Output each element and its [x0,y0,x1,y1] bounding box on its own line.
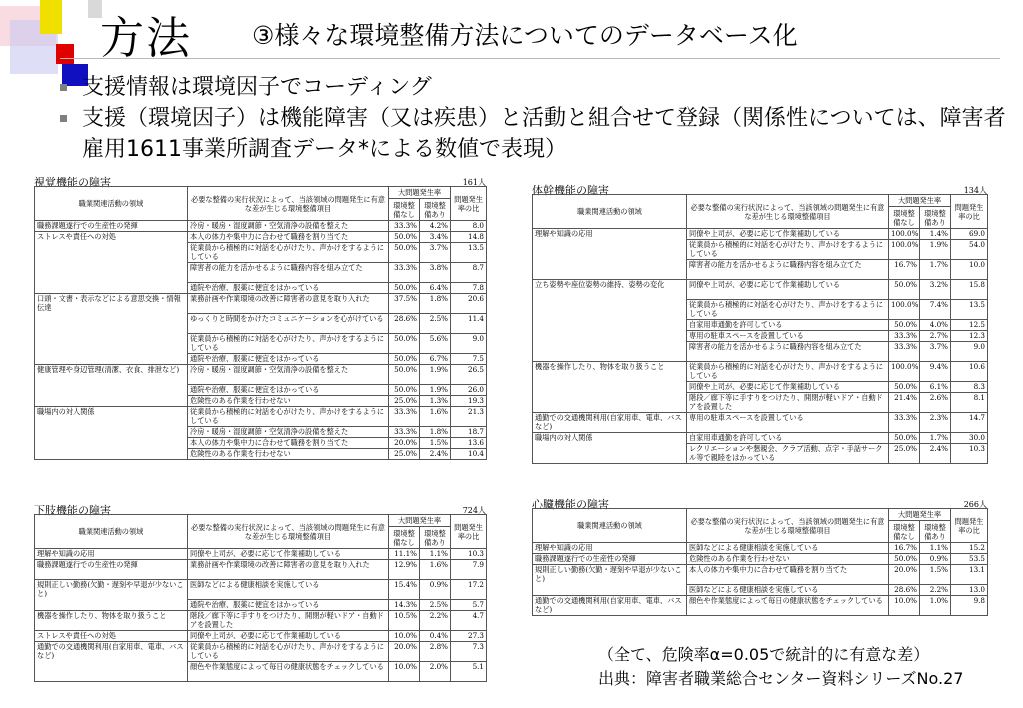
cell-rate-with: 1.5% [420,438,451,449]
data-table [532,508,988,616]
cell-ratio: 13.0 [951,585,988,596]
cell-activity: 理解や知識の応用 [533,543,687,554]
cell-ratio: 12.5 [951,320,988,331]
bullet-text: 支援（環境因子）は機能障害（又は疾患）と活動と組合せて登録（関係性については、障害者雇用1611事業所調査データ*による数値で表現） [82,106,1006,162]
table-respondent-count: 724人 [462,506,486,515]
cell-rate-without: 20.0% [389,642,420,662]
cell-rate-with: 2.4% [420,449,451,460]
cell-rate-without: 50.0% [889,433,920,444]
cell-item: 従業員から積極的に対話を心がけたり、声かけをするようにしている [687,240,889,260]
cell-ratio: 13.5 [951,300,988,320]
cell-rate-with: 1.4% [920,229,951,240]
cell-rate-without: 33.3% [889,413,920,433]
cell-ratio: 30.0 [951,433,988,444]
header-ratio: 問題発生率の比 [951,195,988,229]
cell-rate-without: 20.0% [889,565,920,585]
cell-rate-without: 50.0% [889,382,920,393]
cell-item: ゆっくりと時間をかけたコミュニケーションを心がけている [188,314,389,334]
cell-rate-with: 9.4% [920,362,951,382]
bullet-square-icon [60,115,67,122]
cell-rate-with: 1.6% [420,407,451,427]
cell-ratio: 14.7 [951,413,988,433]
cell-rate-with: 1.5% [920,565,951,585]
cell-rate-with: 1.7% [920,433,951,444]
cell-rate-without: 50.0% [889,320,920,331]
table-row [35,294,487,314]
cell-activity: 職場内の対人関係 [533,433,687,464]
cell-item: 階段／廊下等に手すりをつけたり、開閉が軽いドア・自動ドアを設置した [687,393,889,413]
bullet-item [58,103,1008,165]
cell-rate-with: 0.4% [420,631,451,642]
table-row [35,631,487,642]
cell-item: 同僚や上司が、必要に応じて作業補助している [188,549,389,560]
cell-rate-without: 33.3% [389,221,420,232]
cell-activity: 職務課題遂行での生産性の発揮 [35,221,188,232]
header-without: 環境整備なし [889,521,920,543]
cell-ratio: 13.5 [451,243,487,263]
cell-rate-with: 1.1% [420,549,451,560]
cell-ratio: 8.3 [951,382,988,393]
table-row [533,596,988,616]
cell-activity: 立ち姿勢や座位姿勢の維持、姿勢の変化 [533,280,687,362]
table-row [35,642,487,662]
cell-activity: 理解や知識の応用 [35,549,188,560]
cell-item: 危険性のある作業を行わせない [687,554,889,565]
cell-item: 従業員から積極的に対話を心がけたり、声かけをするようにしている [188,407,389,427]
cell-item: 従業員から積極的に対話を心がけたり、声かけをするようにしている [687,300,889,320]
cell-ratio: 7.5 [451,354,487,365]
table-row [533,362,988,382]
cell-rate-with: 4.2% [420,221,451,232]
table-row [35,221,487,232]
cell-item: 通院や治療、服薬に便宜をはかっている [188,385,389,396]
cell-ratio: 69.0 [951,229,988,240]
cell-item: 通院や治療、服薬に便宜をはかっている [188,354,389,365]
cell-rate-with: 4.0% [920,320,951,331]
cell-item: 従業員から積極的に対話を心がけたり、声かけをするようにしている [188,334,389,354]
cell-rate-without: 50.0% [389,365,420,385]
cell-ratio: 26.0 [451,385,487,396]
source-note: 出典：障害者職業総合センター資料シリーズNo.27 [598,669,964,688]
cell-rate-without: 10.0% [389,631,420,642]
cell-ratio: 9.0 [451,334,487,354]
cell-item: 医師などによる健康相談を実施している [687,543,889,554]
cell-activity: 通勤での交通機関利用(自家用車、電車、バスなど) [35,642,188,682]
cell-item: 自家用車通勤を許可している [687,433,889,444]
cell-item: 従業員から積極的に対話を心がけたり、声かけをするようにしている [687,362,889,382]
cell-item: 階段／廊下等に手すりをつけたり、開閉が軽いドア・自動ドアを設置した [188,611,389,631]
header-activity: 職業関連活動の領域 [35,515,188,549]
header-with: 環境整備あり [420,199,451,221]
cell-activity: 職場内の対人関係 [35,407,188,460]
cell-ratio: 14.8 [451,232,487,243]
table-row [35,365,487,385]
cell-item: 障害者の能力を活かせるように職務内容を組み立てた [687,342,889,362]
cell-activity: 規則正しい勤務(欠勤・遅刻や早退が少ないこと) [35,580,188,611]
cell-item: 顔色や作業態度によって毎日の健康状態をチェックしている [687,596,889,616]
cell-activity: 口頭・文書・表示などによる意思交換・情報伝達 [35,294,188,365]
table-row [35,232,487,243]
table-row [35,580,487,600]
cell-activity: 機器を操作したり、物体を取り扱うこと [533,362,687,413]
cell-ratio: 8.1 [951,393,988,413]
table-caption: 下肢機能の障害 [34,504,111,517]
cell-item: 本人の体力や集中力に合わせて職務を割り当てた [188,438,389,449]
cell-rate-with: 0.9% [920,554,951,565]
cell-ratio: 9.8 [951,596,988,616]
cell-rate-without: 10.0% [889,596,920,616]
cell-item: 障害者の能力を活かせるように職務内容を組み立てた [687,260,889,280]
cell-rate-without: 25.0% [889,444,920,464]
table-row [35,611,487,631]
cell-rate-without: 25.0% [389,396,420,407]
cell-rate-without: 12.9% [389,560,420,580]
header-item: 必要な整備の実行状況によって、当該領域の問題発生に有意な差が生じる環境整備項目 [188,187,389,221]
cell-item: レクリエーションや懇親会、クラブ活動、点字・手話サークル等で親睦をはかっている [687,444,889,464]
header-rate: 大問題発生率 [389,515,451,527]
cell-rate-without: 33.3% [389,263,420,283]
cell-ratio: 10.6 [951,362,988,382]
cell-activity: 職務課題遂行での生産性の発揮 [35,560,188,580]
cell-ratio: 54.0 [951,240,988,260]
cell-rate-without: 37.5% [389,294,420,314]
bullet-square-icon [60,84,67,91]
cell-rate-without: 16.7% [889,260,920,280]
cell-activity: 通勤での交通機関利用(自家用車、電車、バスなど) [533,413,687,433]
table-respondent-count: 134人 [963,186,987,195]
header-ratio: 問題発生率の比 [451,187,487,221]
cell-rate-with: 6.1% [920,382,951,393]
cell-rate-without: 50.0% [389,232,420,243]
cell-item: 医師などによる健康相談を実施している [687,585,889,596]
cell-ratio: 10.4 [451,449,487,460]
header-without: 環境整備なし [389,527,420,549]
cell-rate-with: 3.8% [420,263,451,283]
cell-rate-without: 21.4% [889,393,920,413]
cell-rate-with: 7.4% [920,300,951,320]
slide-title: 方法 [100,13,192,64]
cell-rate-without: 25.0% [389,449,420,460]
cell-item: 従業員から積極的に対話を心がけたり、声かけをするようにしている [188,642,389,662]
table-row [533,280,988,300]
header-with: 環境整備あり [920,521,951,543]
bullet-text: 支援情報は環境因子でコーディング [82,75,432,100]
cell-ratio: 4.7 [451,611,487,631]
cell-rate-with: 1.7% [920,260,951,280]
cell-ratio: 20.6 [451,294,487,314]
cell-rate-with: 2.7% [920,331,951,342]
header-without: 環境整備なし [889,207,920,229]
cell-rate-without: 33.3% [389,427,420,438]
cell-rate-without: 50.0% [889,280,920,300]
cell-activity: 健康管理や身辺管理(清潔、衣食、排泄など) [35,365,188,407]
cell-ratio: 27.3 [451,631,487,642]
cell-item: 従業員から積極的に対話を心がけたり、声かけをするようにしている [188,243,389,263]
cell-rate-without: 33.3% [889,331,920,342]
header-with: 環境整備あり [420,527,451,549]
cell-ratio: 9.0 [951,342,988,362]
cell-rate-with: 2.2% [420,611,451,631]
cell-ratio: 7.8 [451,283,487,294]
cell-rate-with: 1.1% [920,543,951,554]
table-row [533,554,988,565]
table-row [35,560,487,580]
cell-rate-without: 50.0% [389,385,420,396]
cell-item: 医師などによる健康相談を実施している [188,580,389,600]
cell-rate-without: 10.0% [389,662,420,682]
cell-rate-without: 33.3% [889,342,920,362]
cell-item: 業務計画や作業環境の改善に障害者の意見を取り入れた [188,560,389,580]
header-item: 必要な整備の実行状況によって、当該領域の問題発生に有意な差が生じる環境整備項目 [188,515,389,549]
cell-rate-with: 1.9% [420,385,451,396]
cell-rate-with: 1.9% [420,365,451,385]
cell-rate-with: 1.0% [920,596,951,616]
cell-ratio: 8.7 [451,263,487,283]
decor-square-red [56,44,74,64]
cell-item: 通院や治療、服薬に便宜をはかっている [188,283,389,294]
cell-item: 冷房・暖房・湿度調節・空気清浄の設備を整えた [188,365,389,385]
cell-item: 同僚や上司が、必要に応じて作業補助している [188,631,389,642]
cell-ratio: 10.3 [951,444,988,464]
cell-rate-without: 100.0% [889,362,920,382]
cell-rate-without: 16.7% [889,543,920,554]
cell-item: 自家用車通勤を許可している [687,320,889,331]
header-item: 必要な整備の実行状況によって、当該領域の問題発生に有意な差が生じる環境整備項目 [687,509,889,543]
cell-item: 本人の体力や集中力に合わせて職務を割り当てた [687,565,889,585]
header-ratio: 問題発生率の比 [451,515,487,549]
header-rate: 大問題発生率 [389,187,451,199]
data-table [34,514,487,682]
cell-item: 業務計画や作業環境の改善に障害者の意見を取り入れた [188,294,389,314]
cell-rate-with: 1.9% [920,240,951,260]
cell-rate-with: 2.8% [420,642,451,662]
cell-item: 同僚や上司が、必要に応じて作業補助している [687,229,889,240]
table-row [533,229,988,240]
cell-rate-without: 100.0% [889,229,920,240]
cell-rate-without: 11.1% [389,549,420,560]
table-caption: 体幹機能の障害 [532,184,609,197]
bullet-list [58,72,1008,165]
cell-ratio: 8.0 [451,221,487,232]
data-table [532,194,988,464]
cell-ratio: 18.7 [451,427,487,438]
cell-rate-without: 50.0% [389,354,420,365]
table-respondent-count: 266人 [963,500,987,509]
cell-rate-with: 5.6% [420,334,451,354]
cell-rate-with: 2.5% [420,314,451,334]
cell-item: 本人の体力や集中力に合わせて職務を割り当てた [188,232,389,243]
cell-ratio: 15.8 [951,280,988,300]
cell-rate-with: 1.8% [420,427,451,438]
table-caption: 視覚機能の障害 [34,176,111,189]
cell-rate-without: 15.4% [389,580,420,600]
cell-rate-with: 2.0% [420,662,451,682]
cell-item: 通院や治療、服薬に便宜をはかっている [188,600,389,611]
cell-item: 同僚や上司が、必要に応じて作業補助している [687,280,889,300]
cell-ratio: 5.7 [451,600,487,611]
table-row [35,549,487,560]
cell-rate-without: 20.0% [389,438,420,449]
cell-ratio: 5.1 [451,662,487,682]
significance-note: （全て、危険率α=0.05で統計的に有意な差） [598,645,930,664]
table-row [35,407,487,427]
cell-item: 同僚や上司が、必要に応じて作業補助している [687,382,889,393]
cell-activity: 通勤での交通機関利用(自家用車、電車、バスなど) [533,596,687,616]
cell-rate-without: 50.0% [889,554,920,565]
cell-activity: 機器を操作したり、物体を取り扱うこと [35,611,188,631]
header-with: 環境整備あり [920,207,951,229]
cell-activity: 職務課題遂行での生産性の発揮 [533,554,687,565]
bullet-item [58,72,1008,103]
cell-ratio: 13.1 [951,565,988,585]
cell-rate-with: 3.7% [420,243,451,263]
cell-item: 顔色や作業態度によって毎日の健康状態をチェックしている [188,662,389,682]
cell-ratio: 10.3 [451,549,487,560]
table-respondent-count: 161人 [462,178,486,187]
cell-item: 冷房・暖房・湿度調節・空気清浄の設備を整えた [188,427,389,438]
table-caption: 心臓機能の障害 [532,498,609,511]
cell-rate-with: 2.2% [920,585,951,596]
cell-rate-with: 2.3% [920,413,951,433]
cell-rate-without: 28.6% [889,585,920,596]
cell-ratio: 10.0 [951,260,988,280]
decor-square-yellow [40,0,62,34]
cell-ratio: 19.3 [451,396,487,407]
cell-ratio: 17.2 [451,580,487,600]
table-row [533,543,988,554]
cell-rate-with: 0.9% [420,580,451,600]
cell-rate-with: 6.7% [420,354,451,365]
cell-item: 専用の駐車スペースを設置している [687,413,889,433]
data-table [34,186,487,460]
cell-activity: ストレスや責任への対処 [35,631,188,642]
cell-activity: ストレスや責任への対処 [35,232,188,294]
decor-line [60,58,1000,59]
cell-ratio: 53.5 [951,554,988,565]
cell-rate-with: 3.2% [920,280,951,300]
cell-rate-without: 100.0% [889,240,920,260]
cell-rate-without: 14.3% [389,600,420,611]
cell-rate-without: 33.3% [389,407,420,427]
cell-rate-with: 1.6% [420,560,451,580]
cell-rate-without: 28.6% [389,314,420,334]
cell-ratio: 7.9 [451,560,487,580]
cell-rate-without: 50.0% [389,283,420,294]
cell-rate-without: 100.0% [889,300,920,320]
header-activity: 職業関連活動の領域 [533,195,687,229]
cell-activity: 理解や知識の応用 [533,229,687,280]
cell-rate-with: 1.8% [420,294,451,314]
cell-ratio: 21.3 [451,407,487,427]
table-row [533,413,988,433]
cell-ratio: 15.2 [951,543,988,554]
slide-subtitle: ③様々な環境整備方法についてのデータベース化 [252,21,798,50]
cell-ratio: 7.3 [451,642,487,662]
table-row [533,433,988,444]
cell-activity: 規則正しい勤務(欠勤・遅刻や早退が少ないこと) [533,565,687,596]
header-ratio: 問題発生率の比 [951,509,988,543]
cell-ratio: 12.3 [951,331,988,342]
cell-rate-with: 2.4% [920,444,951,464]
cell-rate-with: 2.5% [420,600,451,611]
cell-item: 危険性のある作業を行わせない [188,396,389,407]
header-activity: 職業関連活動の領域 [35,187,188,221]
header-item: 必要な整備の実行状況によって、当該領域の問題発生に有意な差が生じる環境整備項目 [687,195,889,229]
cell-ratio: 13.6 [451,438,487,449]
cell-rate-with: 2.6% [920,393,951,413]
cell-rate-without: 50.0% [389,243,420,263]
header-activity: 職業関連活動の領域 [533,509,687,543]
cell-rate-without: 10.5% [389,611,420,631]
cell-rate-with: 3.4% [420,232,451,243]
header-rate: 大問題発生率 [889,195,951,207]
table-row [533,565,988,585]
cell-rate-without: 50.0% [389,334,420,354]
header-without: 環境整備なし [389,199,420,221]
header-rate: 大問題発生率 [889,509,951,521]
cell-rate-with: 3.7% [920,342,951,362]
cell-item: 冷房・暖房・湿度調節・空気清浄の設備を整えた [188,221,389,232]
cell-item: 危険性のある作業を行わせない [188,449,389,460]
cell-ratio: 11.4 [451,314,487,334]
cell-rate-with: 1.3% [420,396,451,407]
cell-rate-with: 6.4% [420,283,451,294]
cell-ratio: 26.5 [451,365,487,385]
cell-item: 専用の駐車スペースを設置している [687,331,889,342]
cell-item: 障害者の能力を活かせるように職務内容を組み立てた [188,263,389,283]
